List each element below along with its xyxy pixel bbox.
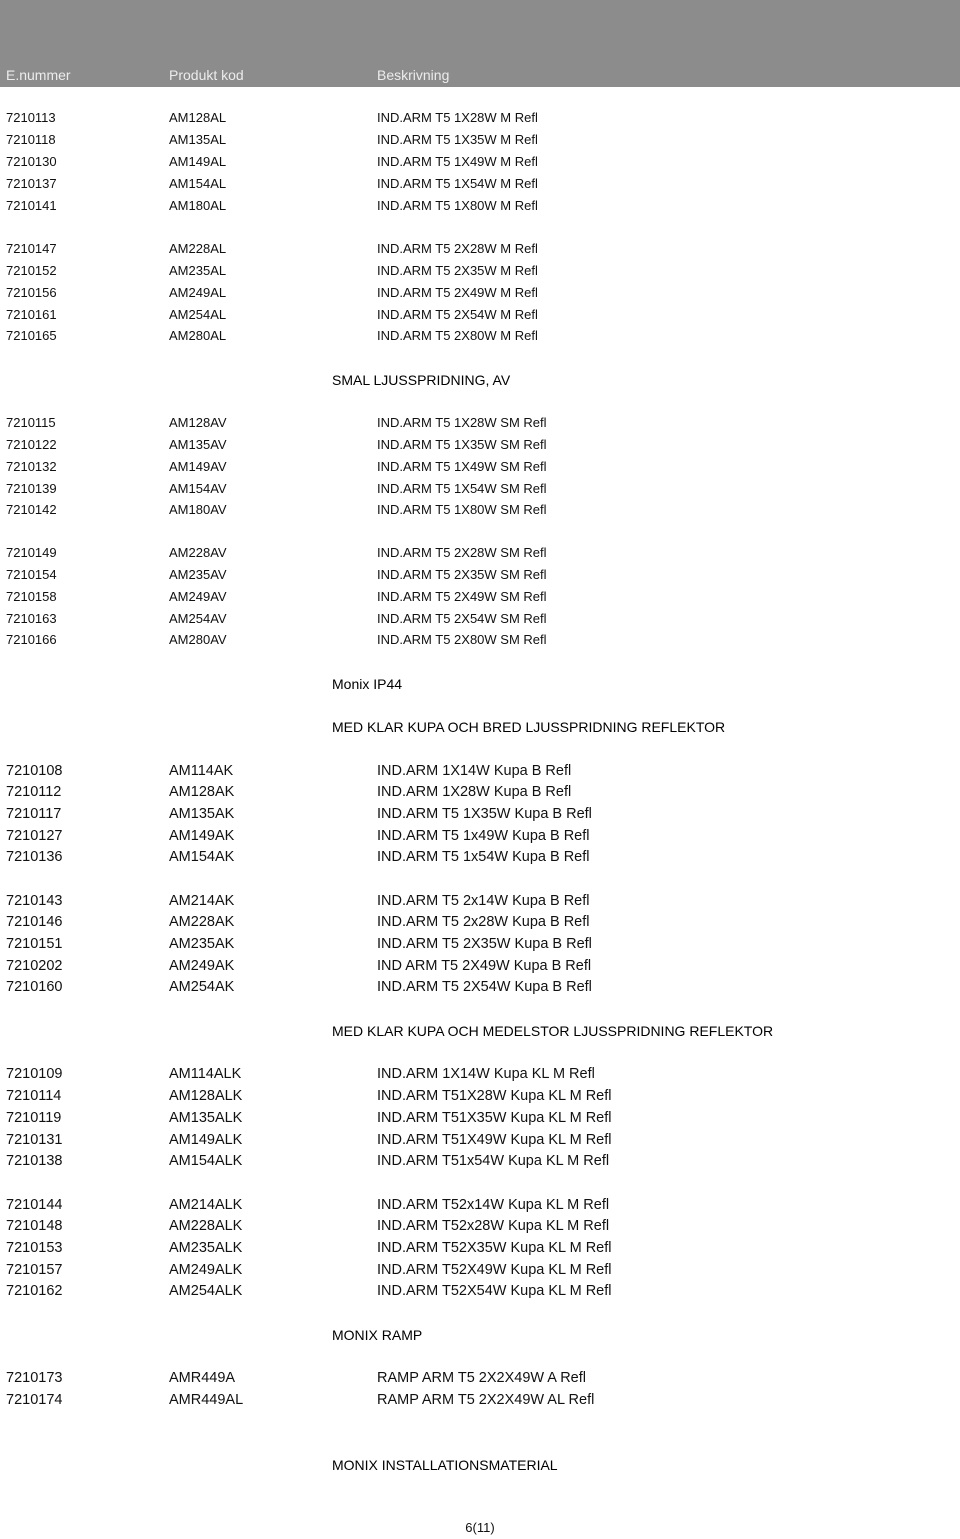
table-row: [0, 305, 960, 325]
table-row: [0, 543, 960, 563]
table-row: [0, 1390, 960, 1410]
cell-enummer: 7210139: [6, 481, 57, 496]
table-row: [0, 174, 960, 194]
cell-enummer: 7210147: [6, 241, 57, 256]
table-row: [0, 130, 960, 150]
cell-beskrivning: IND.ARM T5 1X35W M Refl: [377, 132, 538, 147]
cell-beskrivning: IND.ARM T5 2X80W SM Refl: [377, 632, 547, 647]
cell-enummer: 7210143: [6, 893, 63, 909]
cell-enummer: 7210154: [6, 567, 57, 582]
table-row: [0, 1216, 960, 1236]
cell-produkt-kod: AM235AK: [169, 936, 235, 952]
cell-enummer: 7210118: [6, 132, 56, 147]
table-row: [0, 500, 960, 520]
cell-produkt-kod: AM228AV: [169, 545, 227, 560]
cell-produkt-kod: AM114AK: [169, 763, 234, 779]
cell-enummer: 7210174: [6, 1392, 63, 1408]
table-row: [0, 912, 960, 932]
cell-beskrivning: IND.ARM T52X35W Kupa KL M Refl: [377, 1240, 612, 1256]
cell-enummer: 7210156: [6, 285, 57, 300]
page-number: 6(11): [465, 1520, 495, 1535]
cell-beskrivning: IND.ARM T5 2X35W M Refl: [377, 263, 538, 278]
cell-produkt-kod: AM135AV: [169, 437, 227, 452]
cell-enummer: 7210132: [6, 459, 57, 474]
cell-produkt-kod: AM214AK: [169, 893, 235, 909]
cell-produkt-kod: AM154ALK: [169, 1153, 243, 1169]
section-heading: MONIX INSTALLATIONSMATERIAL: [332, 1457, 558, 1473]
cell-produkt-kod: AM128ALK: [169, 1088, 243, 1104]
cell-produkt-kod: AM149AL: [169, 154, 227, 169]
cell-beskrivning: IND.ARM T5 2X80W M Refl: [377, 328, 538, 343]
cell-enummer: 7210130: [6, 154, 57, 169]
table-row: [0, 108, 960, 128]
cell-beskrivning: IND.ARM T5 1x49W Kupa B Refl: [377, 828, 590, 844]
cell-enummer: 7210115: [6, 415, 56, 430]
cell-produkt-kod: AM235AV: [169, 567, 227, 582]
table-row: [0, 1260, 960, 1280]
cell-enummer: 7210151: [6, 936, 63, 952]
cell-enummer: 7210160: [6, 979, 63, 995]
cell-produkt-kod: AM128AV: [169, 415, 227, 430]
cell-beskrivning: IND.ARM 1X28W Kupa B Refl: [377, 784, 572, 800]
cell-beskrivning: IND.ARM T5 2X54W M Refl: [377, 307, 538, 322]
table-row: [0, 847, 960, 867]
cell-enummer: 7210158: [6, 589, 57, 604]
cell-enummer: 7210112: [6, 784, 62, 800]
cell-beskrivning: IND.ARM T5 2X54W Kupa B Refl: [377, 979, 592, 995]
cell-produkt-kod: AM249AK: [169, 958, 235, 974]
cell-produkt-kod: AM154AK: [169, 849, 235, 865]
table-row: [0, 152, 960, 172]
cell-produkt-kod: AM135AL: [169, 132, 227, 147]
header-beskrivning: Beskrivning: [377, 67, 450, 83]
cell-enummer: 7210153: [6, 1240, 63, 1256]
cell-produkt-kod: AM135AK: [169, 806, 235, 822]
cell-enummer: 7210144: [6, 1197, 63, 1213]
cell-produkt-kod: AM249AV: [169, 589, 227, 604]
cell-beskrivning: IND.ARM T5 1X49W M Refl: [377, 154, 538, 169]
cell-beskrivning: IND.ARM T5 1X28W M Refl: [377, 110, 538, 125]
table-row: [0, 1151, 960, 1171]
cell-produkt-kod: AM280AL: [169, 328, 227, 343]
cell-enummer: 7210109: [6, 1066, 63, 1082]
cell-produkt-kod: AMR449AL: [169, 1392, 244, 1408]
table-row: [0, 1086, 960, 1106]
table-row: [0, 630, 960, 650]
cell-produkt-kod: AM254AK: [169, 979, 235, 995]
cell-produkt-kod: AMR449A: [169, 1370, 236, 1386]
cell-beskrivning: IND.ARM T52x28W Kupa KL M Refl: [377, 1218, 610, 1234]
cell-beskrivning: IND.ARM T5 2X35W Kupa B Refl: [377, 936, 592, 952]
cell-enummer: 7210146: [6, 914, 63, 930]
cell-produkt-kod: AM254AV: [169, 611, 227, 626]
cell-produkt-kod: AM128AK: [169, 784, 235, 800]
table-row: [0, 479, 960, 499]
cell-enummer: 7210122: [6, 437, 57, 452]
table-row: [0, 1108, 960, 1128]
cell-enummer: 7210165: [6, 328, 57, 343]
cell-beskrivning: IND.ARM T5 1X54W M Refl: [377, 176, 538, 191]
table-header-bar: [0, 0, 960, 87]
cell-beskrivning: IND.ARM T51x54W Kupa KL M Refl: [377, 1153, 610, 1169]
cell-produkt-kod: AM180AV: [169, 502, 227, 517]
cell-beskrivning: RAMP ARM T5 2X2X49W AL Refl: [377, 1392, 595, 1408]
section-heading: MONIX RAMP: [332, 1327, 423, 1343]
cell-produkt-kod: AM180AL: [169, 198, 227, 213]
table-row: [0, 1238, 960, 1258]
table-row: [0, 565, 960, 585]
table-row: [0, 326, 960, 346]
cell-enummer: 7210152: [6, 263, 57, 278]
cell-beskrivning: IND.ARM T5 2x14W Kupa B Refl: [377, 893, 590, 909]
cell-beskrivning: IND.ARM T5 1X35W SM Refl: [377, 437, 547, 452]
section-heading: Monix IP44: [332, 676, 403, 692]
cell-enummer: 7210114: [6, 1088, 62, 1104]
cell-enummer: 7210127: [6, 828, 63, 844]
table-row: [0, 1281, 960, 1301]
cell-enummer: 7210131: [6, 1132, 63, 1148]
cell-enummer: 7210142: [6, 502, 57, 517]
cell-enummer: 7210161: [6, 307, 57, 322]
cell-beskrivning: IND.ARM T5 1X80W SM Refl: [377, 502, 547, 517]
cell-beskrivning: IND.ARM T5 1x54W Kupa B Refl: [377, 849, 590, 865]
table-row: [0, 261, 960, 281]
cell-enummer: 7210136: [6, 849, 63, 865]
cell-enummer: 7210149: [6, 545, 57, 560]
table-row: [0, 826, 960, 846]
cell-beskrivning: IND.ARM 1X14W Kupa B Refl: [377, 763, 572, 779]
table-row: [0, 587, 960, 607]
cell-beskrivning: IND.ARM T5 1X35W Kupa B Refl: [377, 806, 592, 822]
cell-produkt-kod: AM254AL: [169, 307, 227, 322]
table-row: [0, 283, 960, 303]
cell-enummer: 7210117: [6, 806, 62, 822]
cell-enummer: 7210137: [6, 176, 57, 191]
table-row: [0, 1368, 960, 1388]
cell-beskrivning: IND.ARM T52x14W Kupa KL M Refl: [377, 1197, 610, 1213]
table-row: [0, 891, 960, 911]
table-row: [0, 196, 960, 216]
cell-beskrivning: IND.ARM T52X49W Kupa KL M Refl: [377, 1262, 612, 1278]
table-row: [0, 413, 960, 433]
cell-beskrivning: IND.ARM T5 2X35W SM Refl: [377, 567, 547, 582]
cell-beskrivning: IND.ARM T5 2X49W SM Refl: [377, 589, 547, 604]
cell-produkt-kod: AM228ALK: [169, 1218, 243, 1234]
header-produkt-kod: Produkt kod: [169, 67, 244, 83]
table-row: [0, 609, 960, 629]
cell-produkt-kod: AM214ALK: [169, 1197, 243, 1213]
cell-beskrivning: IND.ARM T5 1X49W SM Refl: [377, 459, 547, 474]
cell-produkt-kod: AM235ALK: [169, 1240, 243, 1256]
cell-beskrivning: IND.ARM T5 2X28W M Refl: [377, 241, 538, 256]
table-row: [0, 782, 960, 802]
table-row: [0, 457, 960, 477]
cell-enummer: 7210173: [6, 1370, 63, 1386]
cell-beskrivning: IND.ARM 1X14W Kupa KL M Refl: [377, 1066, 595, 1082]
cell-enummer: 7210113: [6, 110, 56, 125]
cell-beskrivning: RAMP ARM T5 2X2X49W A Refl: [377, 1370, 586, 1386]
cell-produkt-kod: AM228AK: [169, 914, 235, 930]
table-row: [0, 761, 960, 781]
cell-beskrivning: IND.ARM T5 2X49W M Refl: [377, 285, 538, 300]
cell-produkt-kod: AM154AL: [169, 176, 227, 191]
cell-produkt-kod: AM254ALK: [169, 1283, 243, 1299]
cell-enummer: 7210157: [6, 1262, 63, 1278]
cell-enummer: 7210138: [6, 1153, 63, 1169]
cell-produkt-kod: AM235AL: [169, 263, 227, 278]
cell-beskrivning: IND.ARM T51X28W Kupa KL M Refl: [377, 1088, 612, 1104]
cell-beskrivning: IND ARM T5 2X49W Kupa B Refl: [377, 958, 592, 974]
cell-enummer: 7210108: [6, 763, 63, 779]
section-heading: SMAL LJUSSPRIDNING, AV: [332, 372, 511, 388]
header-enummer: E.nummer: [6, 67, 71, 83]
table-row: [0, 1064, 960, 1084]
cell-beskrivning: IND.ARM T5 2X28W SM Refl: [377, 545, 547, 560]
cell-produkt-kod: AM249AL: [169, 285, 227, 300]
cell-enummer: 7210202: [6, 958, 63, 974]
cell-beskrivning: IND.ARM T5 1X54W SM Refl: [377, 481, 547, 496]
table-row: [0, 239, 960, 259]
cell-beskrivning: IND.ARM T51X49W Kupa KL M Refl: [377, 1132, 612, 1148]
cell-beskrivning: IND.ARM T5 2x28W Kupa B Refl: [377, 914, 590, 930]
table-row: [0, 977, 960, 997]
cell-enummer: 7210166: [6, 632, 57, 647]
cell-produkt-kod: AM154AV: [169, 481, 227, 496]
table-row: [0, 435, 960, 455]
table-row: [0, 804, 960, 824]
cell-enummer: 7210162: [6, 1283, 63, 1299]
cell-produkt-kod: AM280AV: [169, 632, 227, 647]
table-row: [0, 1195, 960, 1215]
cell-enummer: 7210119: [6, 1110, 62, 1126]
table-row: [0, 956, 960, 976]
cell-produkt-kod: AM149AK: [169, 828, 235, 844]
cell-beskrivning: IND.ARM T5 2X54W SM Refl: [377, 611, 547, 626]
cell-produkt-kod: AM149AV: [169, 459, 227, 474]
cell-beskrivning: IND.ARM T5 1X80W M Refl: [377, 198, 538, 213]
cell-enummer: 7210148: [6, 1218, 63, 1234]
cell-enummer: 7210141: [6, 198, 57, 213]
section-heading: MED KLAR KUPA OCH BRED LJUSSPRIDNING REFLEKTOR: [332, 719, 726, 735]
cell-beskrivning: IND.ARM T5 1X28W SM Refl: [377, 415, 547, 430]
cell-produkt-kod: AM249ALK: [169, 1262, 243, 1278]
cell-produkt-kod: AM128AL: [169, 110, 227, 125]
cell-enummer: 7210163: [6, 611, 57, 626]
section-heading: MED KLAR KUPA OCH MEDELSTOR LJUSSPRIDNING REFLEKTOR: [332, 1023, 774, 1039]
cell-produkt-kod: AM149ALK: [169, 1132, 243, 1148]
cell-beskrivning: IND.ARM T51X35W Kupa KL M Refl: [377, 1110, 612, 1126]
table-row: [0, 1130, 960, 1150]
table-row: [0, 934, 960, 954]
cell-beskrivning: IND.ARM T52X54W Kupa KL M Refl: [377, 1283, 612, 1299]
cell-produkt-kod: AM135ALK: [169, 1110, 243, 1126]
cell-produkt-kod: AM228AL: [169, 241, 227, 256]
cell-produkt-kod: AM114ALK: [169, 1066, 242, 1082]
